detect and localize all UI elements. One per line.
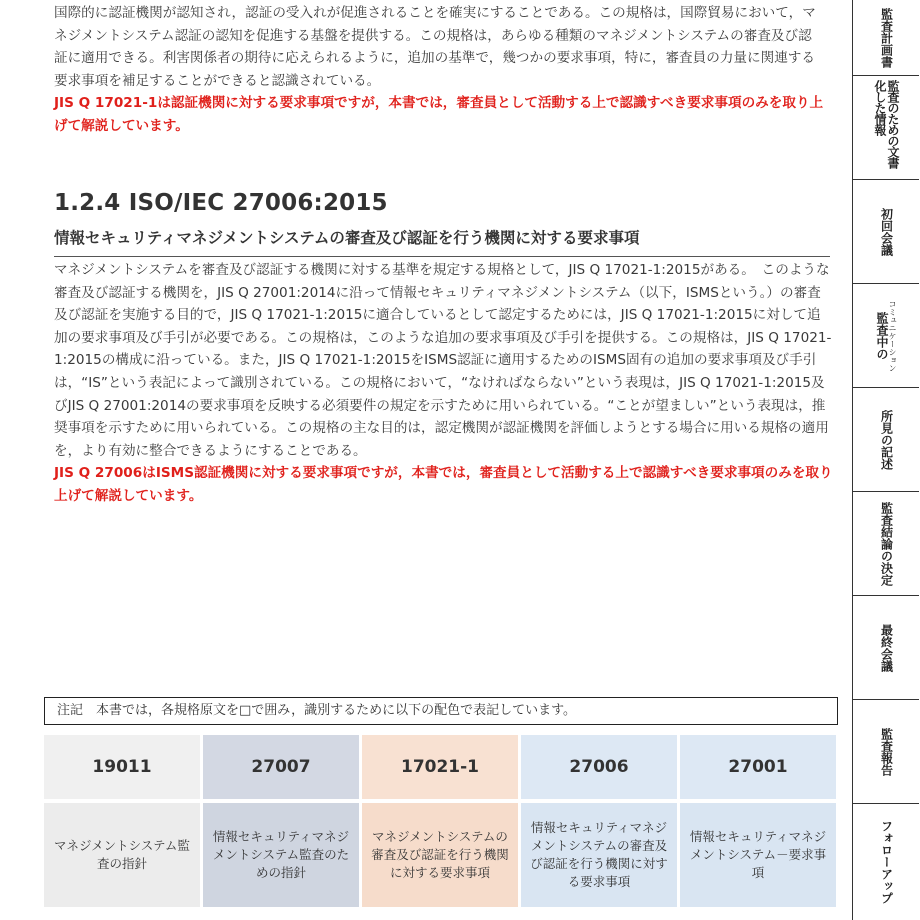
section-body-text: マネジメントシステムを審査及び認証する機関に対する基準を規定する規格として，JIS Q 17021-1:2015がある。 このような審査及び認証する機関を，JIS Q 27001:2014に沿って情報セキュリティマネジメントシステム（以下，ISMSという。）の審査及び認証を実施する目的で，JIS Q 17021-1:2015に適合しているとして認定するためには，JIS Q 17021-1:2015に対して追加の要求事項及び手引が必要である。この規格は，このような追加の要求事項及び手引を提供する。この規格は，JIS Q 17021-1:2015の構成に沿っている。また，JIS Q 17021-1:2015をISMS認証に適用するためのISMS固有の追加の要求事項及び手引は，“IS”という表記によって識別されている。この規格において，“なければならない”という表現は，JIS Q 17021-1:2015及びJIS Q 27001:2014の要求事項を反映する必須要件の規定を示すために用いられている。“ことが望ましい”という表現は，推奨事項を示すために用いられている。この規格の主な目的は，認定機関が認証機関を評価しようとする場合に用いる規格の適用を，より有効に整合できるようにすることである。 <box>54 262 832 459</box>
tab-label-small: コミュニケーション <box>888 299 897 372</box>
tab-label: フォローアップ <box>879 820 894 904</box>
tab-opening-meeting[interactable] <box>853 180 919 284</box>
legend-column <box>44 735 200 907</box>
legend-code: 19011 <box>44 735 200 799</box>
tab-label: 監査計画書 <box>879 7 894 68</box>
legend-description: 情報セキュリティマネジメントシステム監査のための指針 <box>203 803 359 907</box>
section-divider <box>54 256 830 257</box>
section-heading: 1.2.4 ISO/IEC 27006:2015 <box>54 190 388 216</box>
legend-code: 27006 <box>521 735 677 799</box>
color-legend <box>44 735 840 907</box>
legend-description: マネジメントシステム監査の指針 <box>44 803 200 907</box>
legend-code: 27007 <box>203 735 359 799</box>
legend-code: 27001 <box>680 735 836 799</box>
tab-findings[interactable] <box>853 388 919 492</box>
legend-description: 情報セキュリティマネジメントシステム－要求事項 <box>680 803 836 907</box>
tab-label: 監査報告 <box>879 727 894 776</box>
chapter-tabs <box>852 0 920 920</box>
tab-documented-info[interactable] <box>853 76 919 180</box>
tab-follow-up[interactable] <box>853 804 919 920</box>
tab-label: 初回会議 <box>879 207 894 256</box>
section-red-note: JIS Q 27006はISMS認証機関に対する要求事項ですが，本書では，審査員として活動する上で認識すべき要求事項のみを取り上げて解説しています。 <box>54 465 833 504</box>
intro-text: 国際的に認証機関が認知され，認証の受入れが促進されることを確実にすることである。この規格は，国際貿易において，マネジメントシステム認証の認知を促進する基盤を提供する。この規格は，あらゆる種類のマネジメントシステムの審査及び認証に適用できる。利害関係者の期待に応えられるように，追加の基準で，幾つかの要求事項，特に，審査員の力量に関連する要求事項を補足することができると認識されている。 <box>54 5 816 89</box>
legend-description: 情報セキュリティマネジメントシステムの審査及び認証を行う機関に対する要求事項 <box>521 803 677 907</box>
legend-column <box>521 735 677 907</box>
legend-code: 17021-1 <box>362 735 518 799</box>
tab-label: 監査結論の決定 <box>879 501 894 586</box>
tab-audit-report[interactable] <box>853 700 919 804</box>
tab-closing-meeting[interactable] <box>853 596 919 700</box>
tab-communication[interactable] <box>853 284 919 388</box>
intro-paragraph <box>54 2 824 138</box>
tab-audit-conclusion[interactable] <box>853 492 919 596</box>
tab-audit-plan[interactable] <box>853 0 919 76</box>
legend-column <box>203 735 359 907</box>
intro-red-note: JIS Q 17021-1は認証機関に対する要求事項ですが，本書では，審査員として活動する上で認識すべき要求事項のみを取り上げて解説しています。 <box>54 95 824 134</box>
section-subheading: 情報セキュリティマネジメントシステムの審査及び認証を行う機関に対する要求事項 <box>54 229 640 247</box>
tab-label: 監査中の <box>875 311 889 360</box>
tab-label: 所見の記述 <box>879 409 894 470</box>
tab-label: 最終会議 <box>879 623 894 672</box>
color-legend-note: 注記 本書では，各規格原文を□で囲み，識別するために以下の配色で表記しています。 <box>44 697 838 725</box>
section-body <box>54 259 834 508</box>
legend-column <box>680 735 836 907</box>
tab-label: 監査のための文書化した情報 <box>873 79 900 168</box>
legend-column <box>362 735 518 907</box>
legend-description: マネジメントシステムの審査及び認証を行う機関に対する要求事項 <box>362 803 518 907</box>
